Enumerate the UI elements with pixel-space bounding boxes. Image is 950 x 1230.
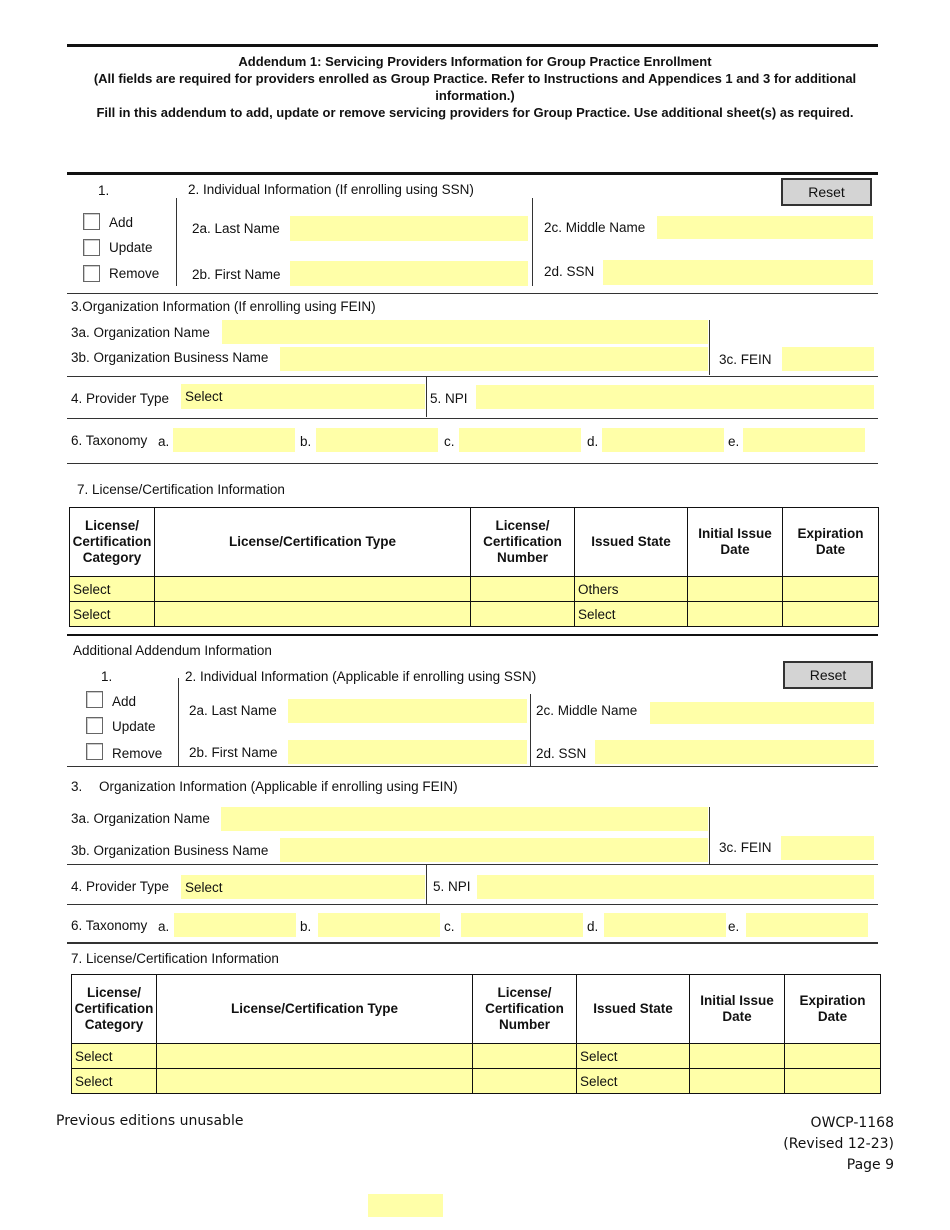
taxonomy-e-label: e. <box>728 919 740 934</box>
header-initial-date: Initial Issue Date <box>690 975 785 1044</box>
additional-top-rule <box>67 634 878 636</box>
divider <box>67 864 878 865</box>
org-info-number: 3. <box>71 779 83 794</box>
reset-button[interactable]: Reset <box>781 178 872 206</box>
first-name-label: 2b. First Name <box>192 267 281 282</box>
footer-note: Previous editions unusable <box>56 1113 244 1129</box>
state-select[interactable]: Select <box>577 1069 690 1094</box>
taxonomy-label: 6. Taxonomy <box>71 433 148 448</box>
divider <box>709 320 710 375</box>
header-initial-date: Initial Issue Date <box>688 508 783 577</box>
state-select[interactable]: Select <box>577 1044 690 1069</box>
initial-date-input[interactable] <box>690 1044 785 1069</box>
taxonomy-a-label: a. <box>158 434 170 449</box>
taxonomy-d-label: d. <box>587 434 599 449</box>
type-input[interactable] <box>155 577 471 602</box>
remove-label: Remove <box>109 266 160 281</box>
expiration-date-input[interactable] <box>783 602 879 627</box>
divider <box>67 904 878 905</box>
org-name-label: 3a. Organization Name <box>71 811 210 826</box>
taxonomy-c-label: c. <box>444 434 455 449</box>
header-expiration-date: Expiration Date <box>785 975 881 1044</box>
org-name-input[interactable] <box>221 807 708 831</box>
taxonomy-b-input[interactable] <box>316 428 438 452</box>
license-table <box>71 974 881 1094</box>
ssn-input[interactable] <box>603 260 873 285</box>
taxonomy-b-label: b. <box>300 919 312 934</box>
add-checkbox[interactable] <box>86 691 103 708</box>
taxonomy-c-input[interactable] <box>461 913 583 937</box>
org-business-name-input[interactable] <box>280 838 708 862</box>
org-business-name-label: 3b. Organization Business Name <box>71 350 269 365</box>
npi-input[interactable] <box>476 385 874 409</box>
org-info-title: 3.Organization Information (If enrolling using FEIN) <box>71 299 376 314</box>
provider-type-label: 4. Provider Type <box>71 391 170 406</box>
type-input[interactable] <box>157 1069 473 1094</box>
taxonomy-a-input[interactable] <box>174 913 296 937</box>
divider <box>532 198 533 286</box>
org-name-label: 3a. Organization Name <box>71 325 210 340</box>
bottom-field[interactable] <box>368 1194 443 1217</box>
top-rule <box>67 44 878 47</box>
header-type: License/Certification Type <box>157 975 473 1044</box>
provider-type-label: 4. Provider Type <box>71 879 170 894</box>
additional-title: Additional Addendum Information <box>73 643 272 658</box>
add-label: Add <box>109 215 134 230</box>
table-row <box>72 1044 881 1069</box>
table-row <box>72 1069 881 1094</box>
divider <box>67 376 878 377</box>
middle-name-input[interactable] <box>657 216 873 239</box>
fein-input[interactable] <box>782 347 874 371</box>
provider-type-select[interactable]: Select <box>181 875 425 899</box>
header-block <box>60 53 890 121</box>
individual-info-title: 2. Individual Information (If enrolling using SSN) <box>188 182 474 197</box>
reset-button[interactable]: Reset <box>783 661 873 689</box>
npi-input[interactable] <box>477 875 874 899</box>
form-title: Addendum 1: Servicing Providers Information for Group Practice Enrollment <box>238 54 712 69</box>
taxonomy-c-input[interactable] <box>459 428 581 452</box>
item1-label: 1. <box>101 669 113 684</box>
org-business-name-input[interactable] <box>280 347 708 371</box>
add-checkbox[interactable] <box>83 213 100 230</box>
ssn-label: 2d. SSN <box>544 264 595 279</box>
state-select[interactable]: Others <box>575 577 688 602</box>
revision-date: (Revised 12-23) <box>783 1136 894 1152</box>
org-info-title: Organization Information (Applicable if enrolling using FEIN) <box>99 779 458 794</box>
taxonomy-a-label: a. <box>158 919 170 934</box>
taxonomy-d-input[interactable] <box>602 428 724 452</box>
first-name-input[interactable] <box>288 740 527 764</box>
divider <box>67 293 878 294</box>
taxonomy-b-input[interactable] <box>318 913 440 937</box>
org-name-input[interactable] <box>222 320 708 344</box>
last-name-input[interactable] <box>290 216 528 241</box>
section1-top-rule <box>67 172 878 175</box>
first-name-input[interactable] <box>290 261 528 286</box>
taxonomy-label: 6. Taxonomy <box>71 918 148 933</box>
divider <box>426 377 427 417</box>
remove-checkbox[interactable] <box>86 743 103 760</box>
fein-label: 3c. FEIN <box>719 840 772 855</box>
license-table <box>69 507 879 627</box>
last-name-label: 2a. Last Name <box>192 221 280 236</box>
header-expiration-date: Expiration Date <box>783 508 879 577</box>
form-instruction: Fill in this addendum to add, update or remove servicing providers for Group Practice. Use additional sheet(s) as required. <box>96 105 854 120</box>
license-section-title: 7. License/Certification Information <box>71 951 279 966</box>
type-input[interactable] <box>155 602 471 627</box>
header-state: Issued State <box>575 508 688 577</box>
divider <box>426 864 427 904</box>
divider <box>709 807 710 864</box>
divider <box>67 942 878 944</box>
middle-name-label: 2c. Middle Name <box>536 703 638 718</box>
divider <box>178 678 179 766</box>
type-input[interactable] <box>157 1044 473 1069</box>
taxonomy-e-input[interactable] <box>743 428 865 452</box>
header-category: License/ Certification Category <box>70 508 155 577</box>
number-input[interactable] <box>471 602 575 627</box>
form-subtitle: (All fields are required for providers enrolled as Group Practice. Refer to Instructions and Appendices 1 and 3 for additional information.) <box>93 71 857 103</box>
category-select[interactable]: Select <box>72 1044 157 1069</box>
org-business-name-label: 3b. Organization Business Name <box>71 843 269 858</box>
taxonomy-b-label: b. <box>300 434 312 449</box>
header-state: Issued State <box>577 975 690 1044</box>
fein-input[interactable] <box>781 836 874 860</box>
initial-date-input[interactable] <box>688 602 783 627</box>
taxonomy-d-label: d. <box>587 919 599 934</box>
update-label: Update <box>112 719 156 734</box>
divider <box>176 198 177 286</box>
remove-label: Remove <box>112 746 163 761</box>
ssn-input[interactable] <box>595 740 874 764</box>
taxonomy-a-input[interactable] <box>173 428 295 452</box>
add-label: Add <box>112 694 137 709</box>
number-input[interactable] <box>473 1069 577 1094</box>
provider-type-select[interactable]: Select <box>181 384 425 409</box>
first-name-label: 2b. First Name <box>189 745 278 760</box>
last-name-label: 2a. Last Name <box>189 703 277 718</box>
divider <box>67 463 878 464</box>
header-type: License/Certification Type <box>155 508 471 577</box>
form-number: OWCP-1168 <box>810 1115 894 1131</box>
number-input[interactable] <box>471 577 575 602</box>
taxonomy-e-label: e. <box>728 434 740 449</box>
license-section-title: 7. License/Certification Information <box>77 482 285 497</box>
divider <box>530 694 531 766</box>
divider <box>67 418 878 419</box>
initial-date-input[interactable] <box>688 577 783 602</box>
divider <box>67 766 878 767</box>
ssn-label: 2d. SSN <box>536 746 587 761</box>
taxonomy-e-input[interactable] <box>746 913 868 937</box>
npi-label: 5. NPI <box>430 391 468 406</box>
update-checkbox[interactable] <box>83 239 100 256</box>
remove-checkbox[interactable] <box>83 265 100 282</box>
header-number: License/ Certification Number <box>473 975 577 1044</box>
table-row <box>70 577 879 602</box>
expiration-date-input[interactable] <box>785 1069 881 1094</box>
table-row <box>70 602 879 627</box>
expiration-date-input[interactable] <box>785 1044 881 1069</box>
number-input[interactable] <box>473 1044 577 1069</box>
taxonomy-c-label: c. <box>444 919 455 934</box>
category-select[interactable]: Select <box>70 602 155 627</box>
state-select[interactable]: Select <box>575 602 688 627</box>
individual-info-title: 2. Individual Information (Applicable if enrolling using SSN) <box>185 669 537 684</box>
footer-form-id <box>783 1113 894 1176</box>
update-label: Update <box>109 240 153 255</box>
npi-label: 5. NPI <box>433 879 471 894</box>
item1-label: 1. <box>98 183 110 198</box>
category-select[interactable]: Select <box>72 1069 157 1094</box>
page-number: Page 9 <box>846 1157 894 1173</box>
last-name-input[interactable] <box>288 699 527 723</box>
fein-label: 3c. FEIN <box>719 352 772 367</box>
middle-name-label: 2c. Middle Name <box>544 220 646 235</box>
middle-name-input[interactable] <box>650 702 874 724</box>
taxonomy-d-input[interactable] <box>604 913 726 937</box>
header-category: License/ Certification Category <box>72 975 157 1044</box>
update-checkbox[interactable] <box>86 717 103 734</box>
expiration-date-input[interactable] <box>783 577 879 602</box>
category-select[interactable]: Select <box>70 577 155 602</box>
header-number: License/ Certification Number <box>471 508 575 577</box>
initial-date-input[interactable] <box>690 1069 785 1094</box>
